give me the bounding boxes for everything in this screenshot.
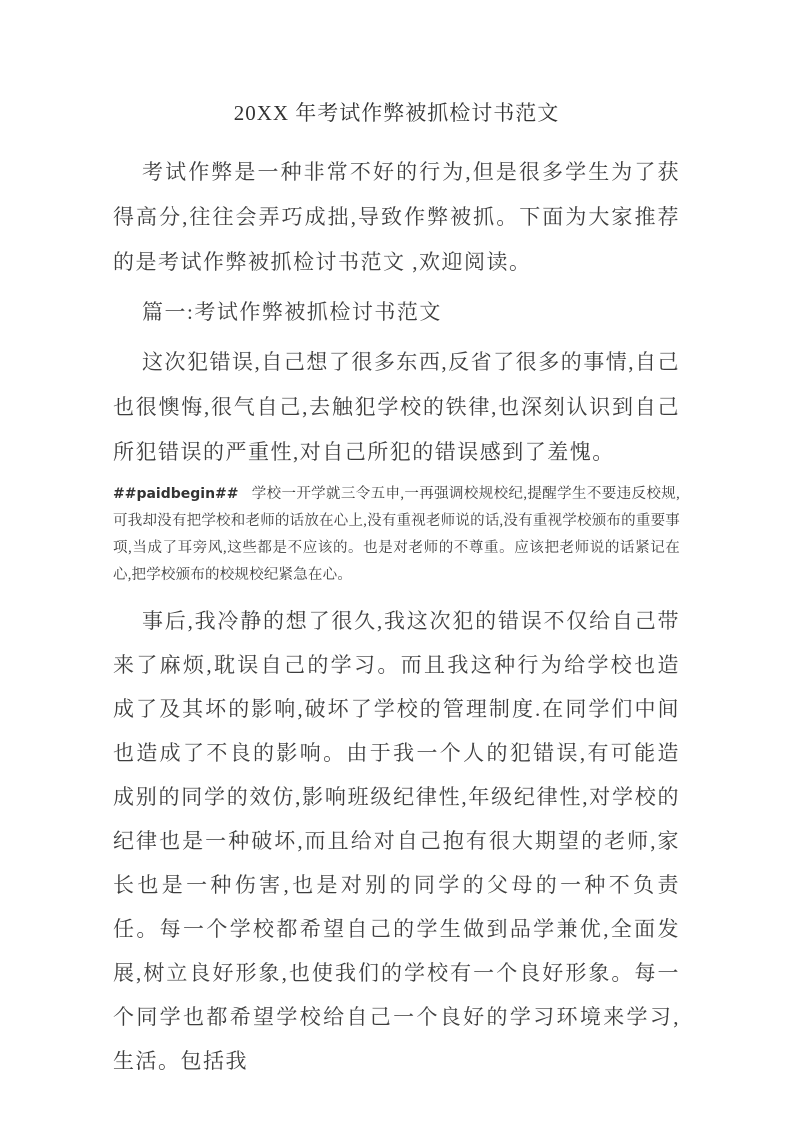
paragraph-paid-block [113,481,680,589]
paragraph-intro: 考试作弊是一种非常不好的行为,但是很多学生为了获得高分,往往会弄巧成拙,导致作弊被抓。下面为大家推荐的是考试作弊被抓检讨书范文 ,欢迎阅读。 [113,160,680,274]
paragraph-main: 事后,我冷静的想了很久,我这次犯的错误不仅给自己带来了麻烦,耽误自己的学习。而且我这种行为给学校也造成了及其坏的影响,破坏了学校的管理制度.在同学们中间也造成了不良的影响。由于我一个人的犯错误,有可能造成别的同学的效仿,影响班级纪律性,年级纪律性,对学校的纪律也是一种破坏,而且给对自己抱有很大期望的老师,家长也是一种伤害,也是对别的同学的父母的一种不负责任。每一个学校都希望自己的学生做到品学兼优,全面发展,树立良好形象,也使我们的学校有一个良好形象。每一个同学也都希望学校给自己一个良好的学习环境来学习,生活。包括我 [113,609,680,1073]
paragraph-reflection: 这次犯错误,自己想了很多东西,反省了很多的事情,自己也很懊悔,很气自己,去触犯学校的铁律,也深刻认识到自己所犯错误的严重性,对自己所犯的错误感到了羞愧。 [113,350,680,464]
document-title: 20XX 年考试作弊被抓检讨书范文 [233,101,560,125]
paragraph-paid-text: 学校一开学就三令五申,一再强调校规校纪,提醒学生不要违反校规,可我却没有把学校和老师的话放在心上,没有重视老师说的话,没有重视学校颁布的重要事项,当成了耳旁风,这些都是不应该的。也是对老师的不尊重。应该把老师说的话紧记在心,把学校颁布的校规校纪紧急在心。 [113,486,680,583]
paid-begin-marker: ##paidbegin## [113,486,239,502]
section-heading-part-one: 篇一:考试作弊被抓检讨书范文 [142,300,442,324]
